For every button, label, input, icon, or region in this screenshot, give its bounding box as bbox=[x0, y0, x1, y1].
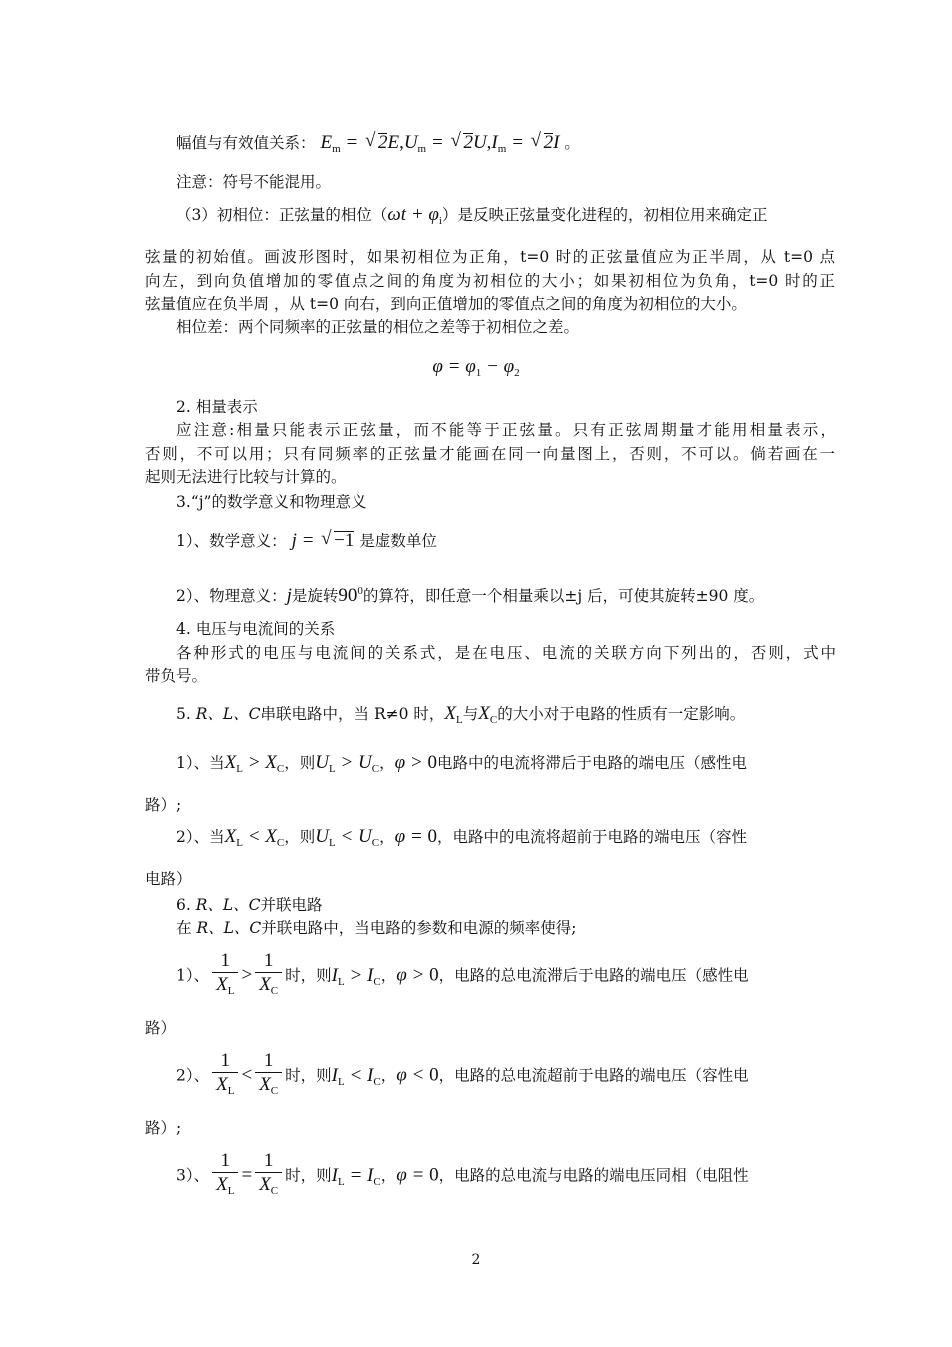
formula-phase: $\omega t + \varphi_i$ bbox=[387, 204, 442, 227]
page-number: 2 bbox=[471, 1252, 481, 1268]
parallel-circuit-intro: 在 R、L、C并联电路中，当电路的参数和电源的频率使得; bbox=[176, 919, 577, 937]
paragraph-line: 弦量的初始值。画波形图时，如果初相位为正角，t=0 时的正弦量值应为正半周，从 t=0 点 bbox=[145, 248, 835, 266]
amplitude-rms-relation: 幅值与有效值关系： $E_m$ = √ $2E,U_m$ = √ $2U,I_m$ = √ 2I 。 bbox=[176, 132, 836, 160]
phase-difference-text: 相位差：两个同频率的正弦量的相位之差等于初相位之差。 bbox=[176, 318, 580, 336]
paragraph-line: 带负号。 bbox=[145, 667, 208, 685]
parallel-circuit-heading: 6. R、L、C并联电路 bbox=[176, 896, 323, 914]
phase-difference-formula: $\varphi = \varphi_1 - \varphi_2$ bbox=[432, 356, 520, 379]
paragraph-line: 否则，不可以用；只有同频率的正弦量才能画在同一向量图上，否则，不可以。倘若画在一 bbox=[145, 445, 835, 463]
parallel-case-2: 2）、 $\frac{1}{X_L}$ < $\frac{1}{X_C}$ 时，则$I_L < I_C$，φ < 0，电路的总电流超前于电路的端电压（容性电 bbox=[176, 1050, 836, 1100]
series-circuit-heading: 5. R、L、C串联电路中，当 R≠0 时，$X_L$与$X_C$的大小对于电路的性质有一定影响。 bbox=[176, 703, 746, 726]
section-heading-j: 3.“j”的数学意义和物理意义 bbox=[176, 493, 367, 511]
paragraph-line: 弦量值应在负半周 ，从 t=0 向右，到向正值增加的零值点之间的角度为初相位的大小。 bbox=[145, 295, 747, 313]
paragraph-line: 各种形式的电压与电流间的关系式，是在电压、电流的关联方向下列出的，否则，式中 bbox=[176, 644, 836, 662]
paragraph-line: 路）; bbox=[145, 796, 182, 814]
parallel-case-1: 1）、 $\frac{1}{X_L}$ > $\frac{1}{X_C}$ 时，则$I_L > I_C$，φ > 0，电路的总电流滞后于电路的端电压（感性电 bbox=[176, 950, 836, 1000]
note-symbols: 注意：符号不能混用。 bbox=[176, 173, 332, 191]
parallel-case-3: 3）、 $\frac{1}{X_L}$ = $\frac{1}{X_C}$ 时，则$I_L = I_C$，φ = 0，电路的总电流与电路的端电压同相（电阻性 bbox=[176, 1150, 836, 1200]
paragraph-line: 电路） bbox=[145, 870, 192, 888]
section-heading-phasor: 2. 相量表示 bbox=[176, 398, 258, 416]
series-case-1: 1）、当$X_L > X_C$，则$U_L > U_C$，φ > 0电路中的电流将滞后于电路的端电压（感性电 bbox=[176, 752, 747, 775]
formula-amplitude-rms: $E_m$ = √ $2E,U_m$ = √ $2U,I_m$ = √ 2I bbox=[320, 132, 559, 153]
paragraph-line: 向左，到向负值增加的零值点之间的角度为初相位的大小；如果初相位为负角，t=0 时的正 bbox=[145, 272, 835, 290]
physical-meaning-line: 2）、物理意义：j是旋转$90^0$的算符，即任意一个相量乘以±j 后，可使其旋转±90 度。 bbox=[176, 585, 765, 606]
paragraph-line: 路）; bbox=[145, 1119, 182, 1137]
paragraph-line: 应注意:相量只能表示正弦量，而不能等于正弦量。只有正弦周期量才能用相量表示， bbox=[176, 421, 836, 439]
series-case-2: 2）、当$X_L < X_C$，则$U_L < U_C$，φ = 0，电路中的电流将超前于电路的端电压（容性 bbox=[176, 826, 747, 849]
formula-j: j = √ −1 bbox=[292, 530, 355, 551]
section-heading-vi: 4. 电压与电流间的关系 bbox=[176, 620, 336, 638]
paragraph-line: 起则无法进行比较与计算的。 bbox=[145, 468, 347, 486]
math-meaning-line: 1）、数学意义： j = √ −1 是虚数单位 bbox=[176, 530, 836, 552]
initial-phase-paragraph: （3）初相位：正弦量的相位$(\omega t + \varphi_i)$是反映正弦量变化进程的，初相位用来确定正 bbox=[176, 204, 768, 227]
paragraph-line: 路） bbox=[145, 1019, 177, 1037]
